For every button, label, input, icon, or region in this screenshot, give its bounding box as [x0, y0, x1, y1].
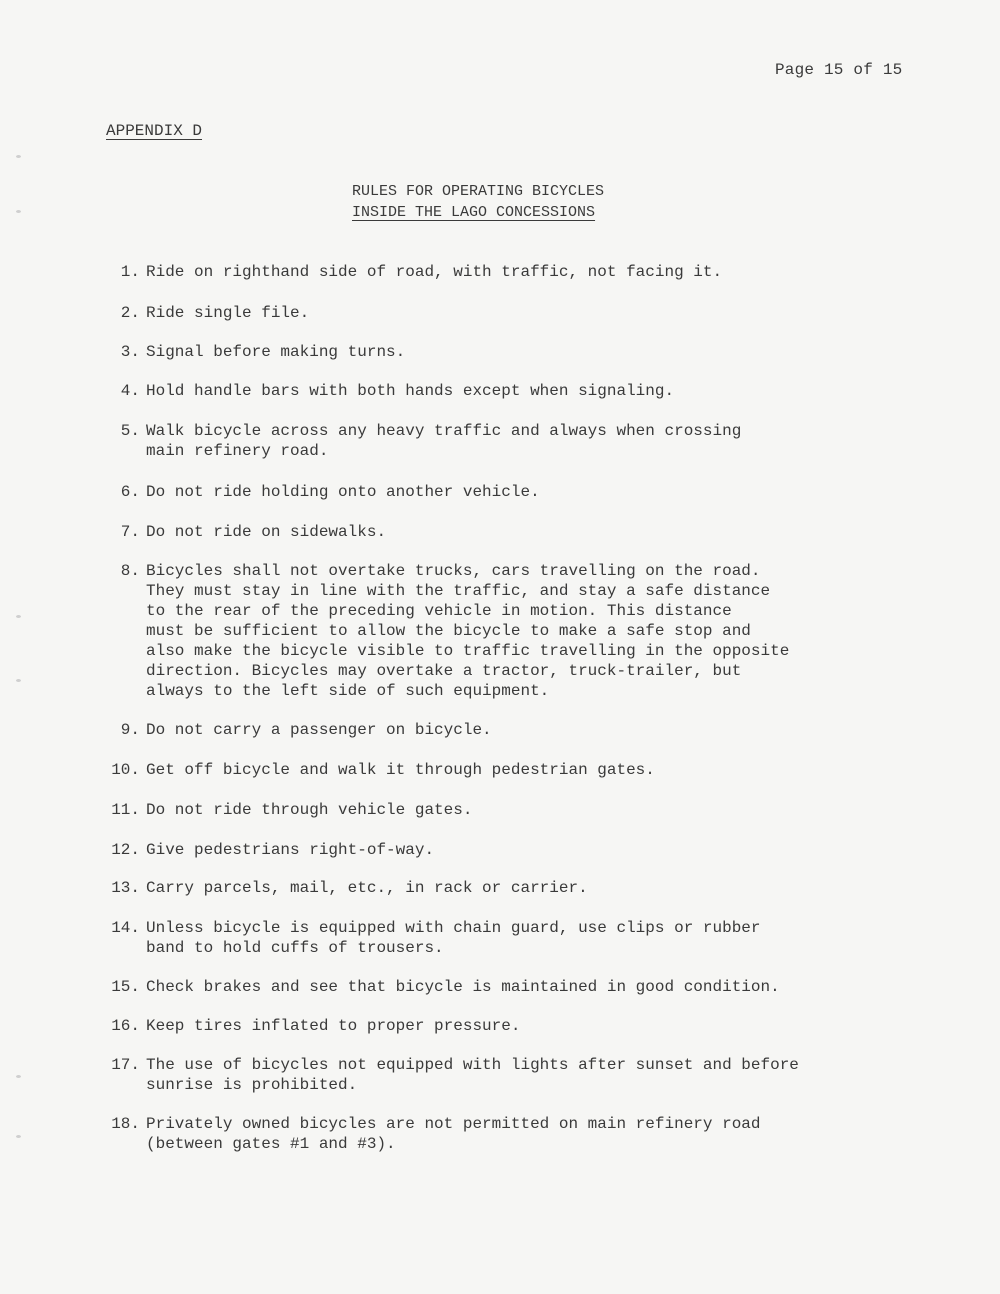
punch-hole-mark: [16, 615, 21, 618]
rule-text: Do not ride holding onto another vehicle.: [146, 483, 540, 501]
punch-hole-mark: [16, 210, 21, 213]
rule-number: 15.: [111, 978, 140, 996]
rule-text: Ride on righthand side of road, with traffic, not facing it.: [146, 263, 723, 281]
rule-number: 12.: [111, 841, 140, 859]
rule-text: Give pedestrians right-of-way.: [146, 841, 435, 859]
rule-number: 3.: [120, 343, 140, 361]
rule-number: 18.: [111, 1115, 140, 1133]
rule-text: Walk bicycle across any heavy traffic and always when crossing main refinery road.: [146, 422, 742, 460]
rule-number: 10.: [111, 761, 140, 779]
rule-text: The use of bicycles not equipped with lights after sunset and before sunrise is prohibited.: [146, 1056, 799, 1094]
rule-number: 4.: [120, 382, 140, 400]
rule-text: Do not ride on sidewalks.: [146, 523, 387, 541]
rule-text: Do not carry a passenger on bicycle.: [146, 721, 492, 739]
title-line-1: RULES FOR OPERATING BICYCLES: [352, 183, 605, 200]
rule-text: Unless bicycle is equipped with chain guard, use clips or rubber band to hold cuffs of trousers.: [146, 919, 761, 957]
rule-number: 11.: [111, 801, 140, 819]
rule-number: 9.: [120, 721, 140, 739]
rule-text: Privately owned bicycles are not permitted on main refinery road (between gates #1 and #3).: [146, 1115, 761, 1153]
page-number: Page 15 of 15: [775, 61, 903, 79]
punch-hole-mark: [16, 1135, 21, 1138]
rule-text: Bicycles shall not overtake trucks, cars travelling on the road. They must stay in line with the traffic, and stay a safe distance to the rear of the preceding vehicle in motion. This distance must be sufficient to allow the bicycle to make a safe stop and also make the bicycle visible to traffic travelling in the opposite direction. Bicycles may overtake a tractor, truck-trailer, but always to the left side of such equipment.: [146, 562, 790, 700]
punch-hole-mark: [16, 155, 21, 158]
rule-text: Hold handle bars with both hands except when signaling.: [146, 382, 675, 400]
rule-text: Carry parcels, mail, etc., in rack or carrier.: [146, 879, 588, 897]
rule-text: Check brakes and see that bicycle is maintained in good condition.: [146, 978, 780, 996]
appendix-label: APPENDIX D: [106, 122, 203, 140]
rule-number: 2.: [120, 304, 140, 322]
rule-number: 16.: [111, 1017, 140, 1035]
rule-number: 6.: [120, 483, 140, 501]
rule-number: 8.: [120, 562, 140, 580]
rule-text: Signal before making turns.: [146, 343, 406, 361]
rule-number: 1.: [120, 263, 140, 281]
rule-number: 5.: [120, 422, 140, 440]
rule-number: 17.: [111, 1056, 140, 1074]
punch-hole-mark: [16, 679, 21, 682]
title-line-2: INSIDE THE LAGO CONCESSIONS: [352, 204, 596, 221]
rule-text: Get off bicycle and walk it through pedestrian gates.: [146, 761, 655, 779]
document-title: [352, 181, 604, 223]
rule-text: Do not ride through vehicle gates.: [146, 801, 473, 819]
rule-text: Keep tires inflated to proper pressure.: [146, 1017, 521, 1035]
punch-hole-mark: [16, 1075, 21, 1078]
rule-number: 13.: [111, 879, 140, 897]
rule-number: 14.: [111, 919, 140, 937]
rule-text: Ride single file.: [146, 304, 310, 322]
rule-number: 7.: [120, 523, 140, 541]
